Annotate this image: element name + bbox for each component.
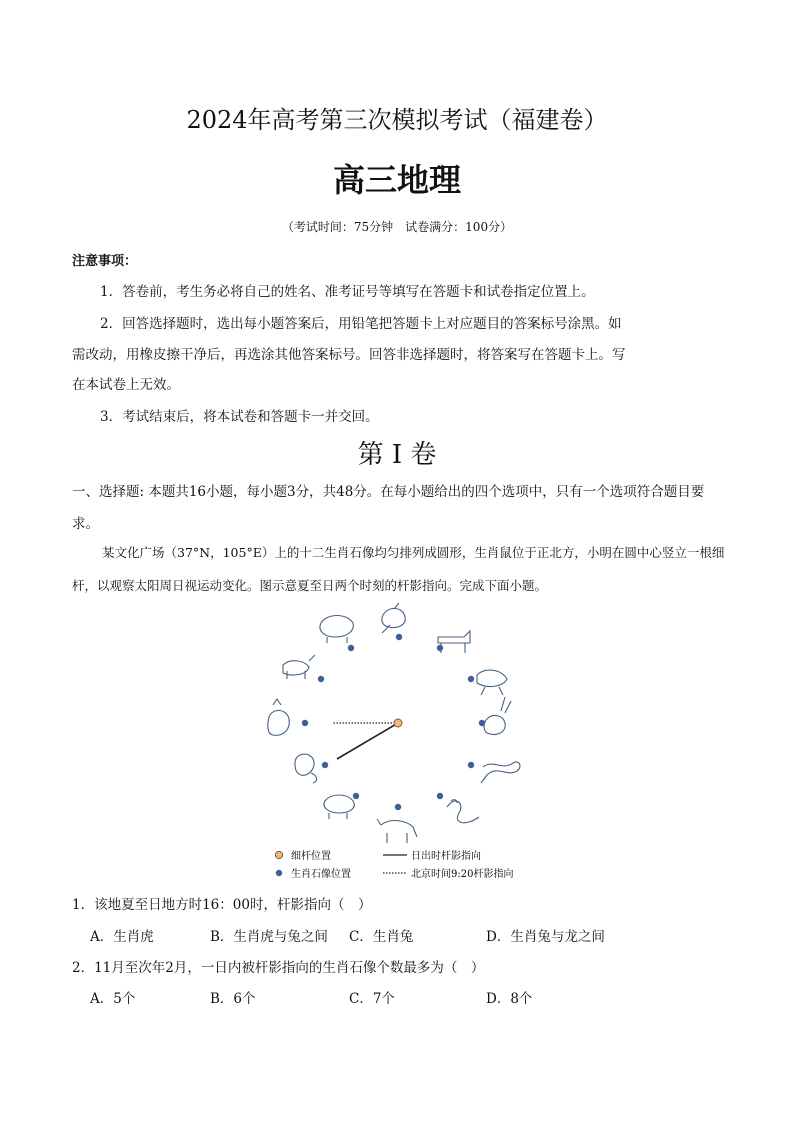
exam-title: 2024年高考第三次模拟考试（福建卷） — [186, 106, 608, 134]
pole-position — [394, 719, 402, 727]
statue-dot-rabbit — [479, 720, 485, 726]
notice-item-2-line-3: 在本试卷上无效。 — [72, 377, 180, 393]
statue-dot-rooster — [302, 720, 308, 726]
legend-920-label: 北京时间9:20杆影指向 — [411, 869, 514, 880]
legend-statue-label: 生肖石像位置 — [291, 869, 351, 880]
legend-sunrise-label: 日出时杆影指向 — [411, 851, 481, 862]
question-2-option-a: A．5个 — [90, 991, 136, 1007]
notice-item-1: 1．答卷前，考生务必将自己的姓名、准考证号等填写在答题卡和试卷指定位置上。 — [100, 284, 595, 300]
rooster-icon — [268, 699, 290, 735]
legend-statue-marker — [276, 870, 282, 876]
question-2-option-b: B．6个 — [210, 991, 256, 1007]
dragon-icon — [481, 762, 520, 783]
snake-icon — [447, 800, 479, 823]
goat-icon — [324, 795, 354, 819]
rat-icon — [382, 603, 405, 633]
question-1-stem: 1．该地夏至日地方时16：00时，杆影指向（ ） — [72, 897, 372, 913]
rabbit-icon — [484, 697, 511, 735]
statue-dot-snake — [437, 793, 443, 799]
subject-title: 高三地理 — [332, 161, 461, 199]
question-1-option-b: B．生肖虎与兔之间 — [210, 929, 328, 945]
statue-dot-horse — [395, 804, 401, 810]
horse-icon — [377, 819, 417, 843]
question-2-option-c: C．7个 — [349, 991, 395, 1007]
question-2-option-d: D．8个 — [486, 991, 533, 1007]
tiger-icon — [477, 670, 507, 695]
statue-dot-dragon — [468, 762, 474, 768]
volume-heading: 第 I 卷 — [357, 440, 437, 470]
notice-item-2-line-1: 2．回答选择题时，选出每小题答案后，用铅笔把答题卡上对应题目的答案标号涂黑。如 — [100, 316, 622, 332]
question-1-option-d: D．生肖兔与龙之间 — [486, 929, 605, 945]
statue-dot-rat — [396, 634, 402, 640]
question-1-option-a: A．生肖虎 — [90, 929, 154, 945]
statue-dot-tiger — [468, 676, 474, 682]
passage-text: 某文化广场（37°N，105°E）上的十二生肖石像均匀排列成圆形，生肖鼠位于正北方，小明在圆中心竖立一根细杆，以观察太阳周日视运动变化。图示意夏至日两个时刻的杆影指向。完成下面小题。 — [72, 545, 725, 593]
section-intro: 一、选择题: 本题共16小题，每小题3分，共48分。在每小题给出的四个选项中，只有一个选项符合题目要求。 — [72, 484, 705, 532]
statue-dot-monkey — [322, 762, 328, 768]
question-2-stem: 2．11月至次年2月，一日内被杆影指向的生肖石像个数最多为（ ） — [72, 960, 485, 976]
exam-time-info: （考试时间：75分钟 试卷满分：100分） — [281, 220, 513, 234]
question-1-option-c: C．生肖兔 — [349, 929, 414, 945]
legend-pole-label: 细杆位置 — [291, 851, 331, 862]
statue-positions — [302, 634, 485, 810]
zodiac-shadow-diagram — [255, 595, 545, 885]
legend-pole-marker — [275, 851, 282, 858]
notice-heading: 注意事项： — [72, 254, 138, 269]
statue-dot-goat — [353, 793, 359, 799]
statue-dot-ox — [437, 645, 443, 651]
diagram-legend — [275, 849, 513, 880]
statue-dot-dog — [318, 676, 324, 682]
shadow-sunrise-line — [337, 723, 398, 759]
notice-item-2-line-2: 需改动，用橡皮擦干净后，再选涂其他答案标号。回答非选择题时，将答案写在答题卡上。写 — [72, 347, 626, 363]
ox-icon — [438, 631, 470, 653]
notice-item-3: 3．考试结束后，将本试卷和答题卡一并交回。 — [100, 409, 379, 425]
monkey-icon — [295, 754, 317, 783]
statue-dot-pig — [348, 645, 354, 651]
pig-icon — [320, 616, 353, 644]
dog-icon — [283, 655, 315, 679]
